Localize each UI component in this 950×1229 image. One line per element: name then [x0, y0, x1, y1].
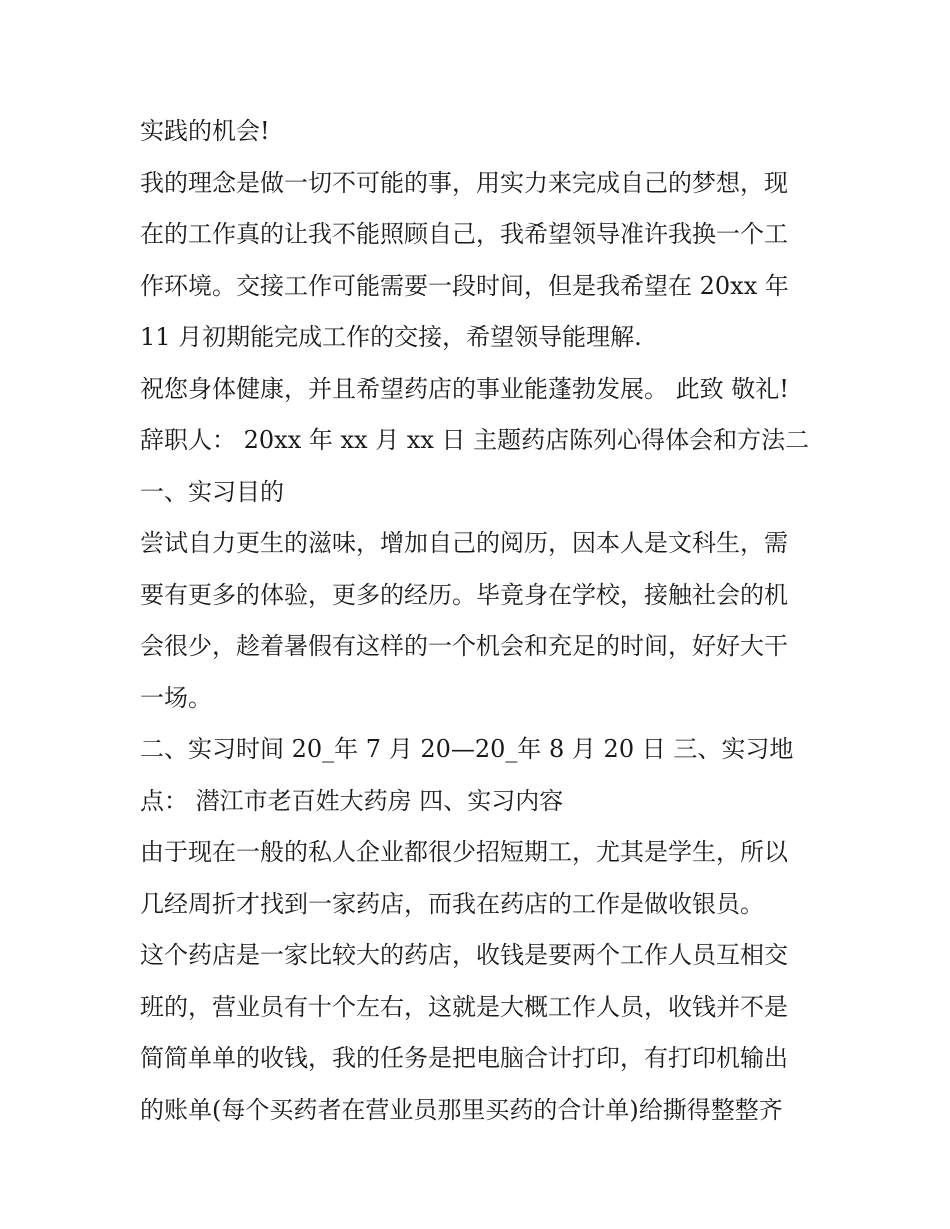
text-line: 会很少，趁着暑假有这样的一个机会和充足的时间，好好大干	[140, 632, 788, 660]
text-line: 要有更多的体验，更多的经历。毕竟身在学校，接触社会的机	[140, 580, 788, 609]
text-line: 点： 潜江市老百姓大药房 四、实习内容	[140, 786, 564, 815]
text-line: 作环境。交接工作可能需要一段时间，但是我希望在 20xx 年	[140, 271, 789, 300]
text-line: 班的，营业员有十个左右，这就是大概工作人员，收钱并不是	[140, 992, 788, 1021]
text-line: 的账单(每个买药者在营业员那里买药的合计单)给撕得整整齐	[140, 1095, 783, 1124]
text-line: 简简单单的收钱，我的任务是把电脑合计打印，有打印机输出	[140, 1044, 788, 1072]
text-line: 由于现在一般的私人企业都很少招短期工，尤其是学生，所以	[140, 838, 788, 866]
section-heading: 二、实习时间 20_年 7 月 20—20_年 8 月 20 日 三、实习地	[140, 735, 794, 763]
text-line: 一场。	[140, 683, 212, 712]
text-line: 在的工作真的让我不能照顾自己，我希望领导准许我换一个工	[140, 220, 788, 248]
section-heading: 一、实习目的	[140, 477, 284, 506]
text-line: 实践的机会!	[140, 117, 270, 145]
text-line: 祝您身体健康，并且希望药店的事业能蓬勃发展。 此致 敬礼!	[140, 374, 789, 403]
text-line: 11 月初期能完成工作的交接，希望领导能理解.	[140, 323, 642, 351]
text-line: 我的理念是做一切不可能的事，用实力来完成自己的梦想，现	[140, 168, 788, 197]
text-line: 这个药店是一家比较大的药店，收钱是要两个工作人员互相交	[140, 941, 788, 969]
text-line: 几经周折才找到一家药店，而我在药店的工作是做收银员。	[140, 889, 764, 918]
text-line: 尝试自力更生的滋味，增加自己的阅历，因本人是文科生，需	[140, 529, 788, 557]
text-line: 辞职人： 20xx 年 xx 月 xx 日 主题药店陈列心得体会和方法二	[140, 426, 810, 454]
document-body	[140, 106, 820, 1136]
